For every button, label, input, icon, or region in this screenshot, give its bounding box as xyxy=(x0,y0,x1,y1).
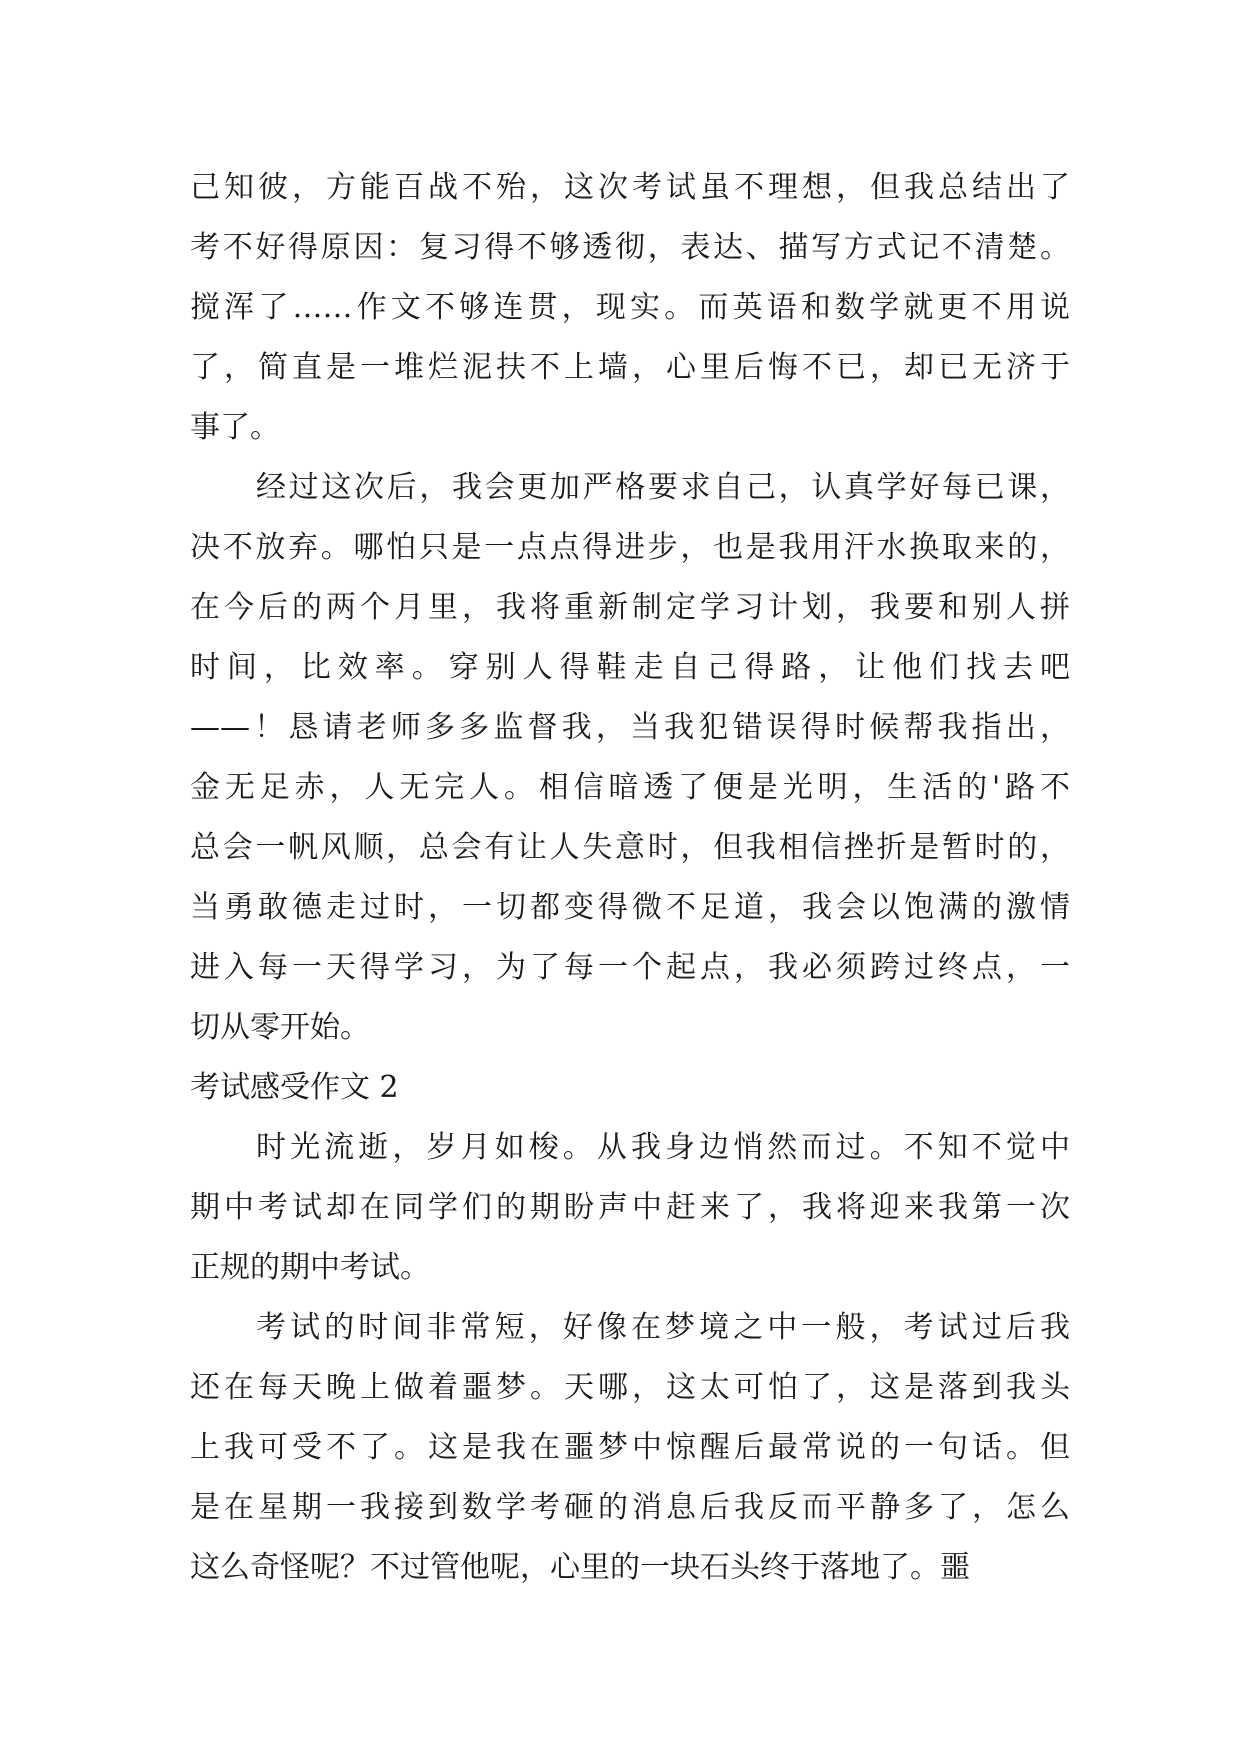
text-line: 还在每天晚上做着噩梦。天哪，这太可怕了，这是落到我头 xyxy=(190,1370,1070,1405)
text-line: 正规的期中考试。 xyxy=(190,1250,430,1285)
paragraph xyxy=(190,458,1070,1058)
text-line: 搅浑了……作文不够连贯，现实。而英语和数学就更不用说 xyxy=(190,290,1070,325)
text-line: 期中考试却在同学们的期盼声中赶来了，我将迎来我第一次 xyxy=(190,1190,1070,1225)
text-line: 经过这次后，我会更加严格要求自己，认真学好每已课， xyxy=(256,470,1070,505)
text-line: 己知彼，方能百战不殆，这次考试虽不理想，但我总结出了 xyxy=(190,170,1070,205)
text-line: 了，简直是一堆烂泥扶不上墙，心里后悔不已，却已无济于 xyxy=(190,350,1070,385)
paragraph xyxy=(190,1118,1070,1298)
text-line: 是在星期一我接到数学考砸的消息后我反而平静多了，怎么 xyxy=(190,1490,1070,1525)
text-line: 事了。 xyxy=(190,410,280,445)
text-line: 时间，比效率。穿别人得鞋走自己得路，让他们找去吧 xyxy=(190,650,1070,685)
text-line: 上我可受不了。这是我在噩梦中惊醒后最常说的一句话。但 xyxy=(190,1430,1070,1465)
text-line: 当勇敢德走过时，一切都变得微不足道，我会以饱满的激情 xyxy=(190,890,1070,925)
section-heading: 考试感受作文 2 xyxy=(190,1070,399,1105)
paragraph xyxy=(190,158,1070,458)
text-line: ——！恳请老师多多监督我，当我犯错误得时候帮我指出， xyxy=(190,710,1070,745)
text-line: 考不好得原因：复习得不够透彻，表达、描写方式记不清楚。 xyxy=(190,230,1070,265)
body-text xyxy=(190,158,1070,1598)
text-line: 切从零开始。 xyxy=(190,1010,370,1045)
text-line: 在今后的两个月里，我将重新制定学习计划，我要和别人拼 xyxy=(190,590,1070,625)
text-line: 决不放弃。哪怕只是一点点得进步，也是我用汗水换取来的， xyxy=(190,530,1070,565)
text-line: 总会一帆风顺，总会有让人失意时，但我相信挫折是暂时的， xyxy=(190,830,1070,865)
paragraph xyxy=(190,1298,1070,1598)
text-line: 这么奇怪呢？不过管他呢，心里的一块石头终于落地了。噩 xyxy=(190,1550,970,1585)
text-line: 考试的时间非常短，好像在梦境之中一般，考试过后我 xyxy=(256,1310,1070,1345)
text-line: 进入每一天得学习，为了每一个起点，我必须跨过终点，一 xyxy=(190,950,1070,985)
text-line: 金无足赤，人无完人。相信暗透了便是光明，生活的'路不 xyxy=(190,770,1070,805)
text-line: 时光流逝，岁月如梭。从我身边悄然而过。不知不觉中 xyxy=(256,1130,1070,1165)
